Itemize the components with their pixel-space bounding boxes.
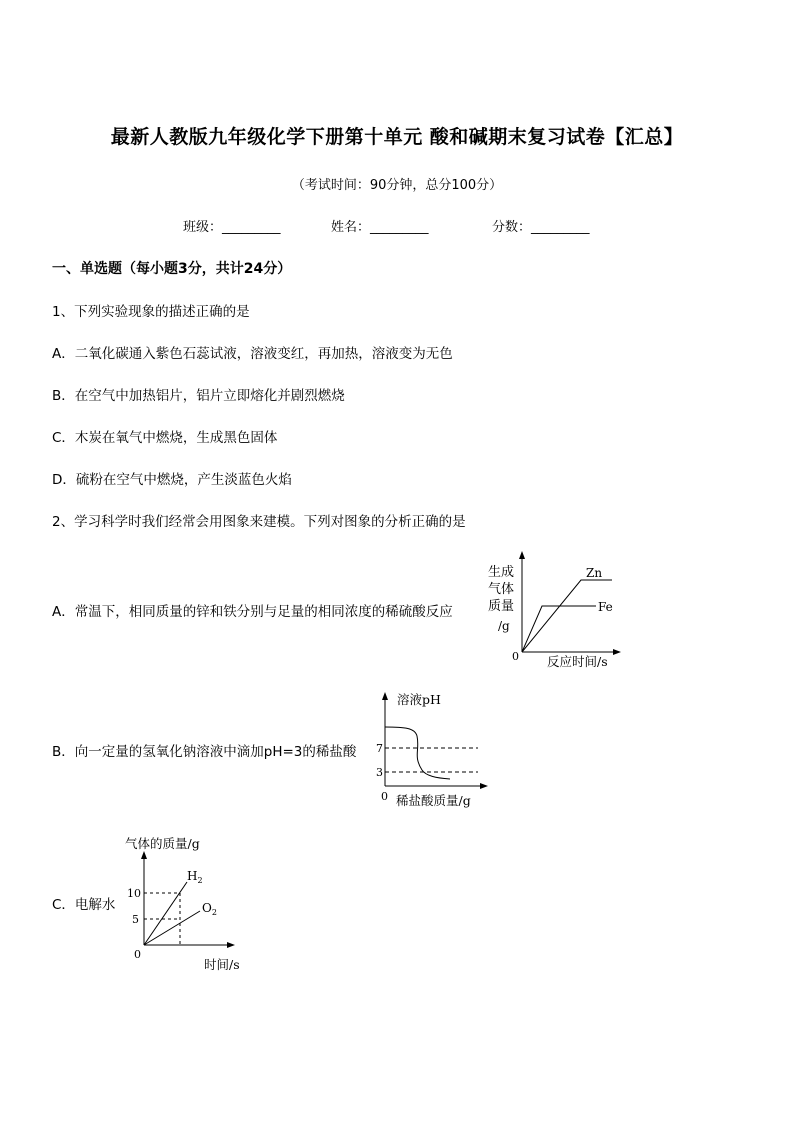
- question-1-option-b: B．在空气中加热铝片，铝片立即熔化并剧烈燃烧: [52, 388, 345, 404]
- question-2-option-b: B．向一定量的氢氧化钠溶液中滴加pH=3的稀盐酸: [52, 744, 357, 760]
- graph-b-origin: 0: [381, 790, 388, 803]
- graph-a-zn-line: [522, 580, 612, 652]
- graph-c: [122, 832, 247, 977]
- graph-a-ylabel-4: /g: [498, 619, 510, 633]
- question-1-option-a: A．二氧化碳通入紫色石蕊试液，溶液变红，再加热，溶液变为无色: [52, 346, 453, 362]
- info-class: [183, 216, 281, 235]
- graph-c-origin: 0: [134, 948, 141, 961]
- info-score-label: 分数：: [492, 220, 532, 235]
- graph-b-tick-7: 7: [376, 742, 383, 755]
- graph-a-zn-label: Zn: [586, 566, 603, 580]
- graph-c-o2-label: $O_2$: [202, 901, 217, 917]
- graph-c-tick-5: 5: [132, 913, 139, 926]
- question-1-option-c: C．木炭在氧气中燃烧，生成黑色固体: [52, 430, 278, 446]
- question-2-option-c: C．电解水: [52, 897, 116, 913]
- graph-a-x-arrow: [613, 649, 621, 655]
- graph-a-origin: 0: [512, 650, 519, 663]
- graph-c-o2-line: [144, 911, 200, 945]
- exam-subtitle: （考试时间：90分钟，总分100分）: [291, 178, 503, 193]
- graph-a-fe-label: Fe: [598, 600, 613, 614]
- info-class-blank: _________: [222, 220, 281, 235]
- graph-c-y-arrow: [141, 851, 147, 859]
- question-2-stem: 2、学习科学时我们经常会用图象来建模。下列对图象的分析正确的是: [52, 514, 466, 530]
- info-class-label: 班级：: [183, 220, 223, 235]
- question-1-option-d: D．硫粉在空气中燃烧，产生淡蓝色火焰: [52, 472, 292, 488]
- info-name-label: 姓名：: [331, 220, 371, 235]
- graph-c-x-arrow: [227, 942, 235, 948]
- graph-a-ylabel-1: 生成: [488, 565, 515, 580]
- info-name: [331, 216, 429, 235]
- graph-b-y-arrow: [382, 692, 388, 700]
- info-score-blank: _________: [531, 220, 590, 235]
- question-1-stem: 1、下列实验现象的描述正确的是: [52, 304, 250, 320]
- graph-a: [478, 548, 628, 673]
- graph-c-xlabel: 时间/s: [204, 957, 240, 972]
- info-score: [492, 216, 590, 235]
- graph-c-ylabel: 气体的质量/g: [125, 836, 200, 851]
- page-title: 最新人教版九年级化学下册第十单元 酸和碱期末复习试卷【汇总】: [110, 126, 684, 148]
- graph-b-tick-3: 3: [376, 766, 383, 779]
- graph-a-y-arrow: [519, 551, 525, 559]
- graph-c-h2-line: [144, 882, 187, 945]
- graph-b-x-arrow: [480, 783, 488, 789]
- graph-b-xlabel: 稀盐酸质量/g: [396, 793, 471, 808]
- graph-c-tick-10: 10: [127, 887, 141, 900]
- graph-a-ylabel-2: 气体: [488, 582, 515, 597]
- graph-b: [370, 688, 495, 813]
- graph-c-h2-label: $H_2$: [187, 869, 203, 885]
- section-heading: 一、单选题（每小题3分，共计24分）: [52, 261, 292, 277]
- graph-a-fe-line: [522, 606, 596, 652]
- graph-b-ph-curve: [385, 727, 450, 779]
- question-2-option-a: A．常温下，相同质量的锌和铁分别与足量的相同浓度的稀硫酸反应: [52, 604, 453, 620]
- info-name-blank: _________: [370, 220, 429, 235]
- graph-a-xlabel: 反应时间/s: [547, 654, 608, 669]
- graph-a-ylabel-3: 质量: [488, 599, 515, 614]
- graph-b-ylabel: 溶液pH: [397, 692, 441, 707]
